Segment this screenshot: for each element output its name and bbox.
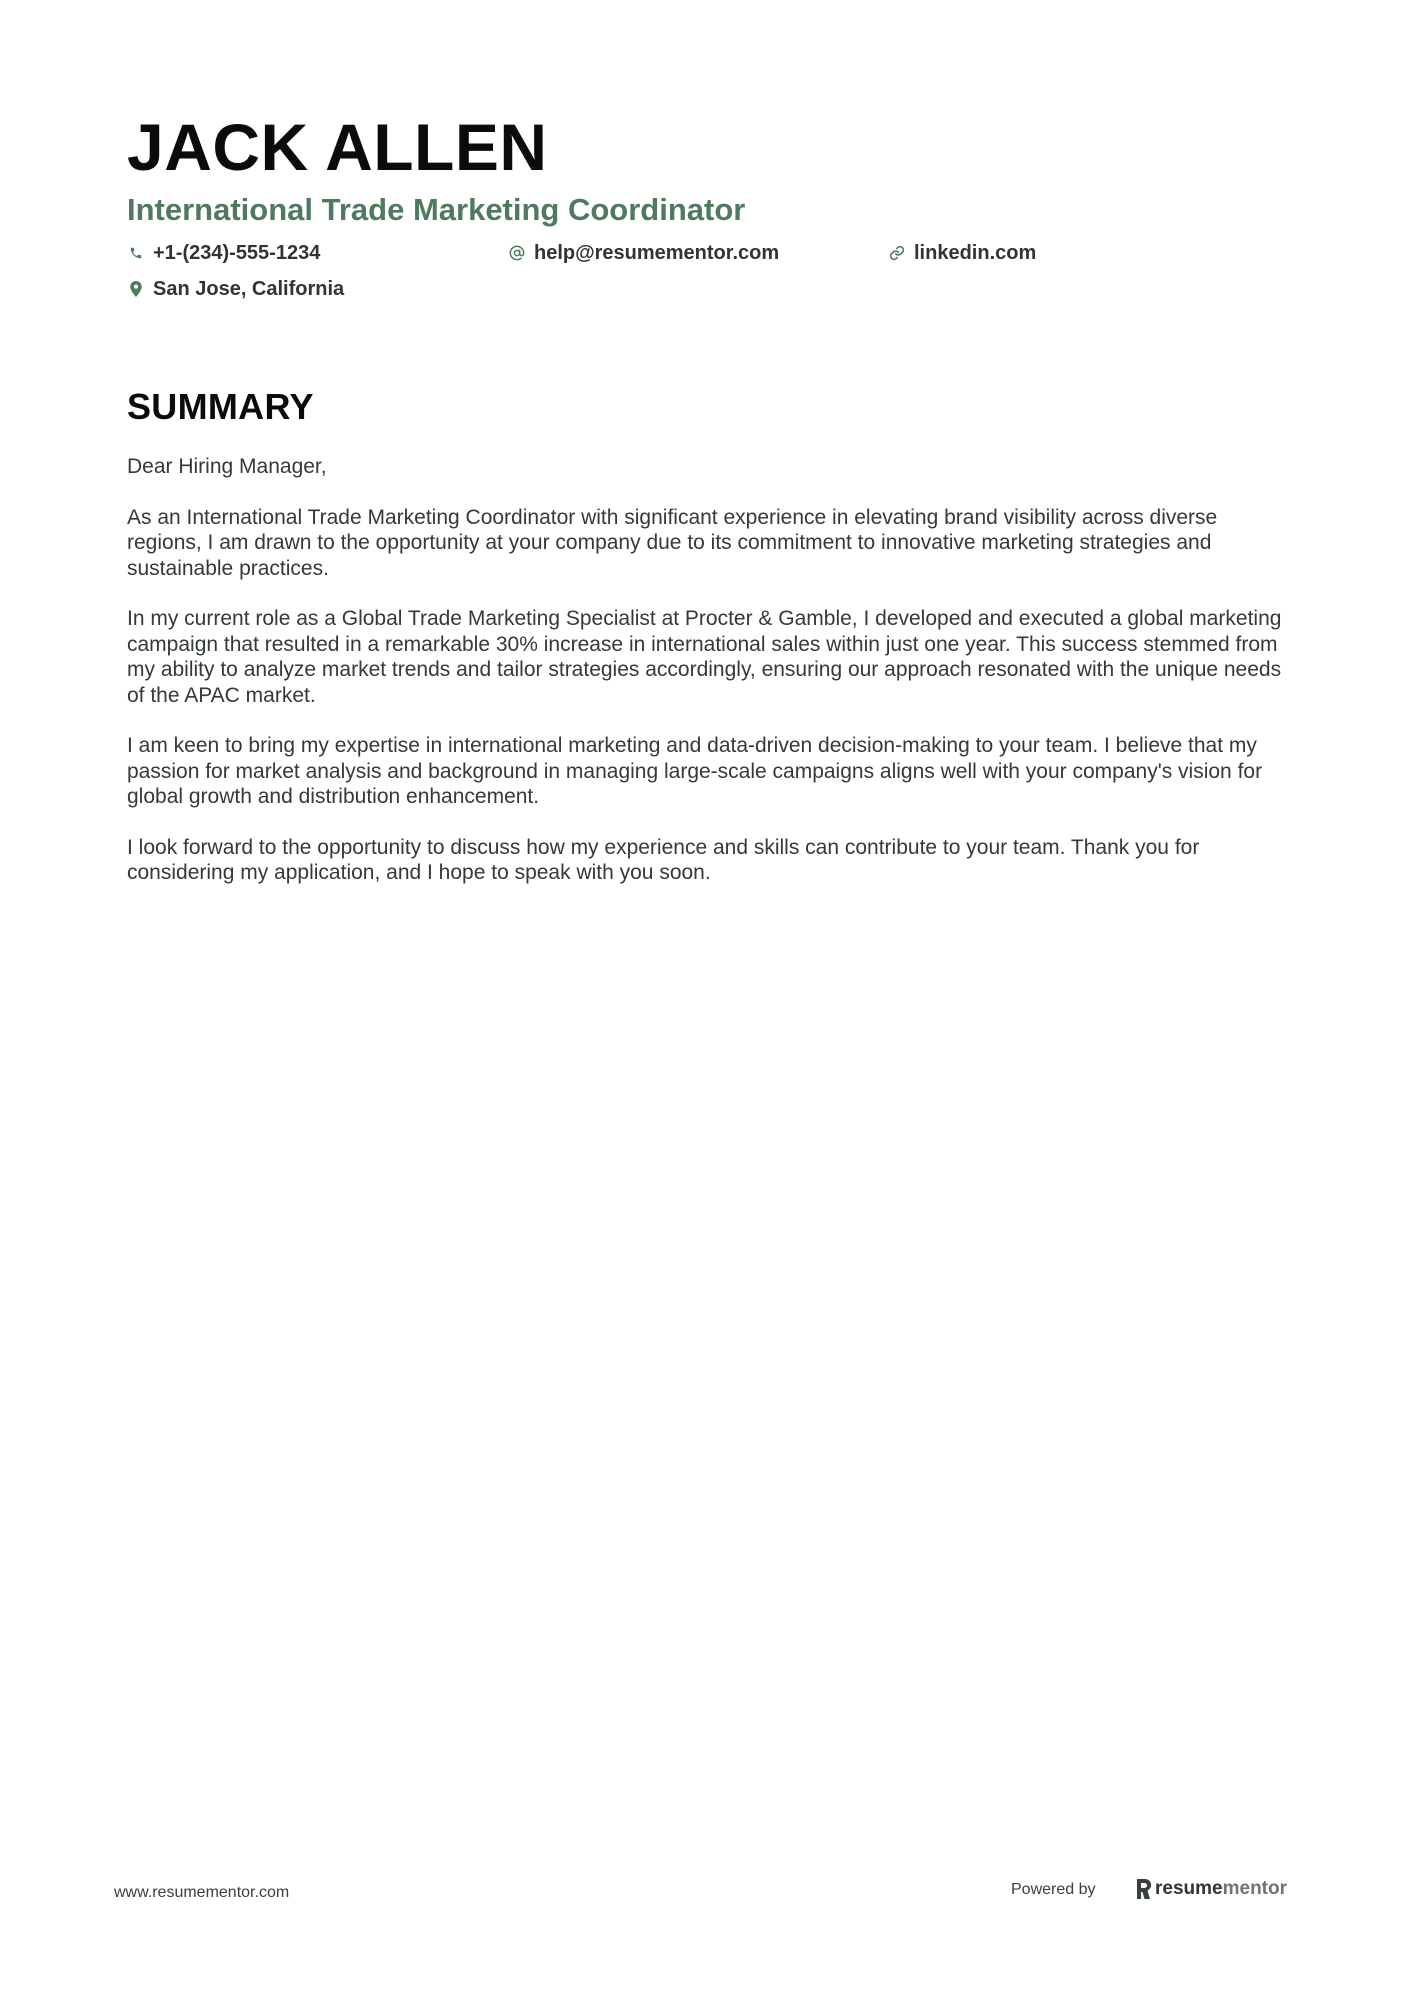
resumementor-logo-icon xyxy=(1135,1879,1151,1899)
job-title: International Trade Marketing Coordinator xyxy=(127,192,746,227)
contact-location xyxy=(127,275,344,303)
brand-name-part2: mentor xyxy=(1222,1878,1288,1899)
link-icon xyxy=(888,244,906,262)
letter-paragraph: As an International Trade Marketing Coordinator with significant experience in elevating brand visibility across diverse regions, I am drawn to the opportunity at your company due to its commitment to innovative marketing strategies and sustainable practices. xyxy=(127,505,1218,580)
letter-paragraph: In my current role as a Global Trade Marketing Specialist at Procter & Gamble, I developed and executed a global marketing campaign that resulted in a remarkable 30% increase in international sales within just one year. This success stemmed from my ability to analyze market trends and tailor strategies accordingly, ensuring our approach resonated with the unique needs of the APAC market. xyxy=(127,607,1282,707)
at-sign-icon xyxy=(508,244,526,262)
email-address[interactable]: help@resumementor.com xyxy=(534,242,780,264)
footer-url[interactable]: www.resumementor.com xyxy=(114,1884,290,1901)
letter-paragraph: I am keen to bring my expertise in international marketing and data-driven decision-making to your team. I believe that my passion for market analysis and background in managing large-scale campaigns aligns well with your company's vision for global growth and distribution enhancement. xyxy=(127,734,1263,808)
cover-letter-body xyxy=(127,454,1287,911)
contact-phone xyxy=(127,239,320,267)
powered-by-label: Powered by xyxy=(1011,1881,1096,1898)
map-pin-icon xyxy=(127,280,145,298)
linkedin-link[interactable]: linkedin.com xyxy=(914,242,1037,264)
candidate-name: JACK ALLEN xyxy=(127,110,548,184)
contact-link xyxy=(888,239,1036,267)
brand-logo[interactable] xyxy=(1135,1876,1287,1902)
letter-paragraph: I look forward to the opportunity to discuss how my experience and skills can contribute to your team. Thank you for considering my application, and I hope to speak with you soon. xyxy=(127,835,1200,884)
contact-email xyxy=(508,239,779,267)
summary-heading: SUMMARY xyxy=(127,386,314,427)
phone-icon xyxy=(127,244,145,262)
brand-name-part1: resume xyxy=(1155,1878,1223,1899)
phone-number[interactable]: +1-(234)-555-1234 xyxy=(153,242,321,264)
salutation: Dear Hiring Manager, xyxy=(127,455,327,478)
location-text: San Jose, California xyxy=(153,278,345,300)
